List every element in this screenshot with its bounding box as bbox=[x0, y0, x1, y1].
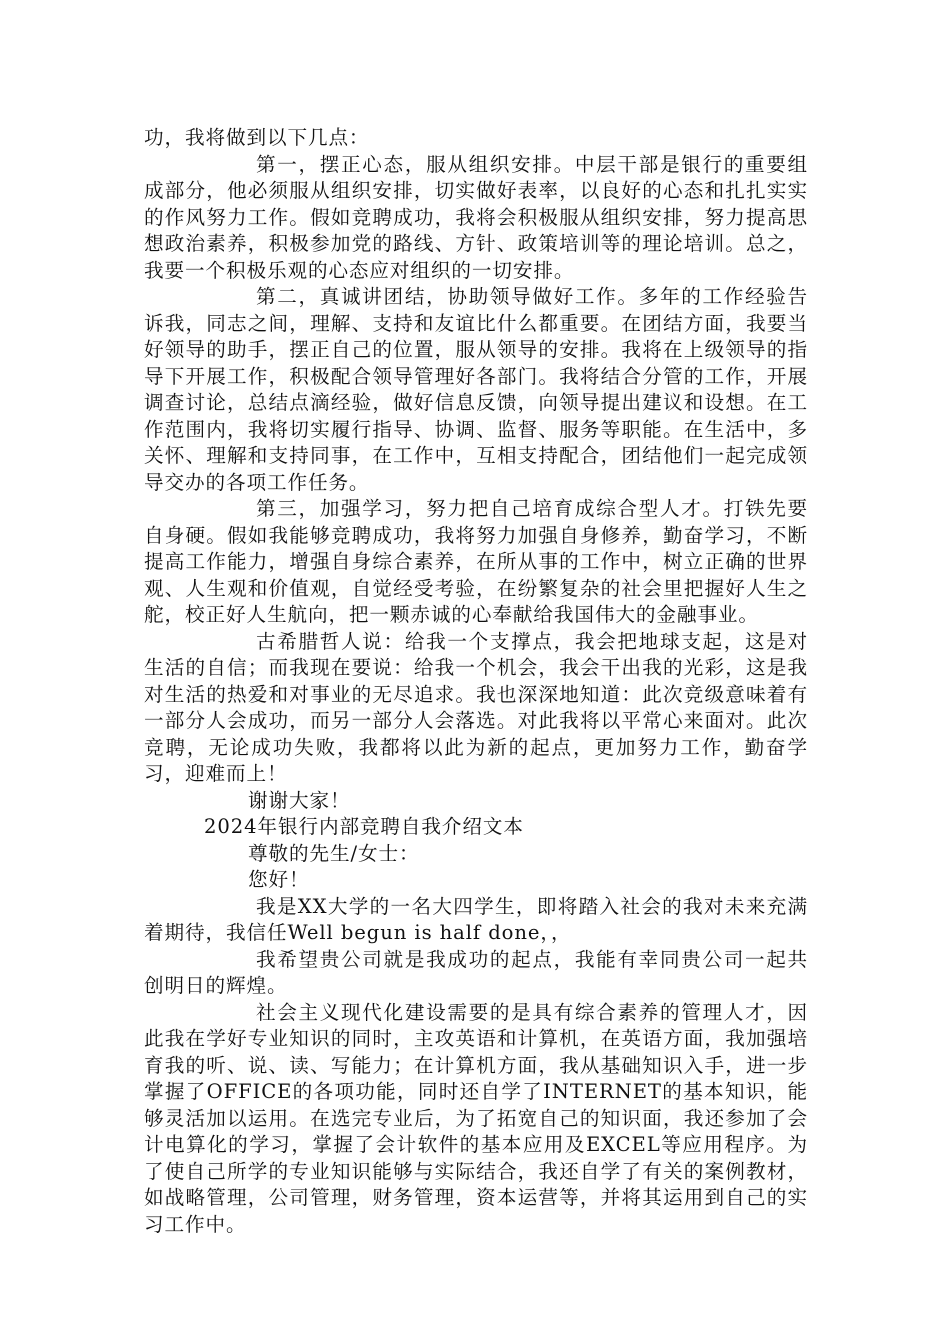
paragraph-point-three: 第三，加强学习，努力把自己培育成综合型人才。打铁先要自身硬。假如我能够竞聘成功，我将努力加强自身修养，勤奋学习，不断提高工作能力，增强自身综合素养，在所从事的工作中，树立正确的世界观、人生观和价值观，自觉经受考验，在纷繁复杂的社会里把握好人生之舵，校正好人生航向，把一颗赤诚的心奉献给我国伟大的金融事业。 bbox=[144, 497, 808, 626]
document-body bbox=[144, 125, 808, 1238]
greeting: 您好！ bbox=[248, 868, 310, 891]
thanks-line: 谢谢大家！ bbox=[248, 788, 351, 812]
paragraph-hope: 我希望贵公司就是我成功的起点，我能有幸同贵公司一起共创明日的辉煌。 bbox=[144, 947, 808, 997]
paragraph-closing: 古希腊哲人说：给我一个支撑点，我会把地球支起，这是对生活的自信；而我现在要说：给我一个机会，我会干出我的光彩，这是我对生活的热爱和对事业的无尽追求。我也深深地知道：此次竞级意味着有一部分人会成功，而另一部分人会落选。对此我将以平常心来面对。此次竞聘，无论成功失败，我都将以此为新的起点，更加努力工作，勤奋学习，迎难而上！ bbox=[144, 629, 808, 785]
salutation: 尊敬的先生/女士： bbox=[248, 841, 420, 865]
paragraph-point-two: 第二，真诚讲团结，协助领导做好工作。多年的工作经验告诉我，同志之间，理解、支持和友谊比什么都重要。在团结方面，我要当好领导的助手，摆正自己的位置，服从领导的安排。我将在上级领导的指导下开展工作，积极配合领导管理好各部门。我将结合分管的工作，开展调查讨论，总结点滴经验，做好信息反馈，向领导提出建议和设想。在工作范围内，我将切实履行指导、协调、监督、服务等职能。在生活中，多关怀、理解和支持同事，在工作中，互相支持配合，团结他们一起完成领导交办的各项工作任务。 bbox=[144, 285, 808, 494]
paragraph-skills: 社会主义现代化建设需要的是具有综合素养的管理人才，因此我在学好专业知识的同时，主攻英语和计算机，在英语方面，我加强培育我的听、说、读、写能力；在计算机方面，我从基础知识入手，进一步掌握了OFFICE的各项功能，同时还自学了INTERNET的基本知识，能够灵活加以运用。在选完专业后，为了拓宽自己的知识面，我还参加了会计电算化的学习，掌握了会计软件的基本应用及EXCEL等应用程序。为了使自己所学的专业知识能够与实际结合，我还自学了有关的案例教材，如战略管理，公司管理，财务管理，资本运营等，并将其运用到自己的实习工作中。 bbox=[144, 1000, 808, 1236]
paragraph-intro: 功，我将做到以下几点： bbox=[144, 126, 370, 149]
paragraph-point-one: 第一，摆正心态，服从组织安排。中层干部是银行的重要组成部分，他必须服从组织安排，切实做好表率，以良好的心态和扎扎实实的作风努力工作。假如竞聘成功，我将会积极服从组织安排，努力提高思想政治素养，积极参加党的路线、方针、政策培训等的理论培训。总之，我要一个积极乐观的心态应对组织的一切安排。 bbox=[144, 152, 808, 282]
section-title: 2024年银行内部竞聘自我介绍文本 bbox=[204, 815, 524, 838]
paragraph-self-intro: 我是XX大学的一名大四学生，即将踏入社会的我对未来充满着期待，我信任Well begun is half done，， bbox=[144, 894, 808, 944]
